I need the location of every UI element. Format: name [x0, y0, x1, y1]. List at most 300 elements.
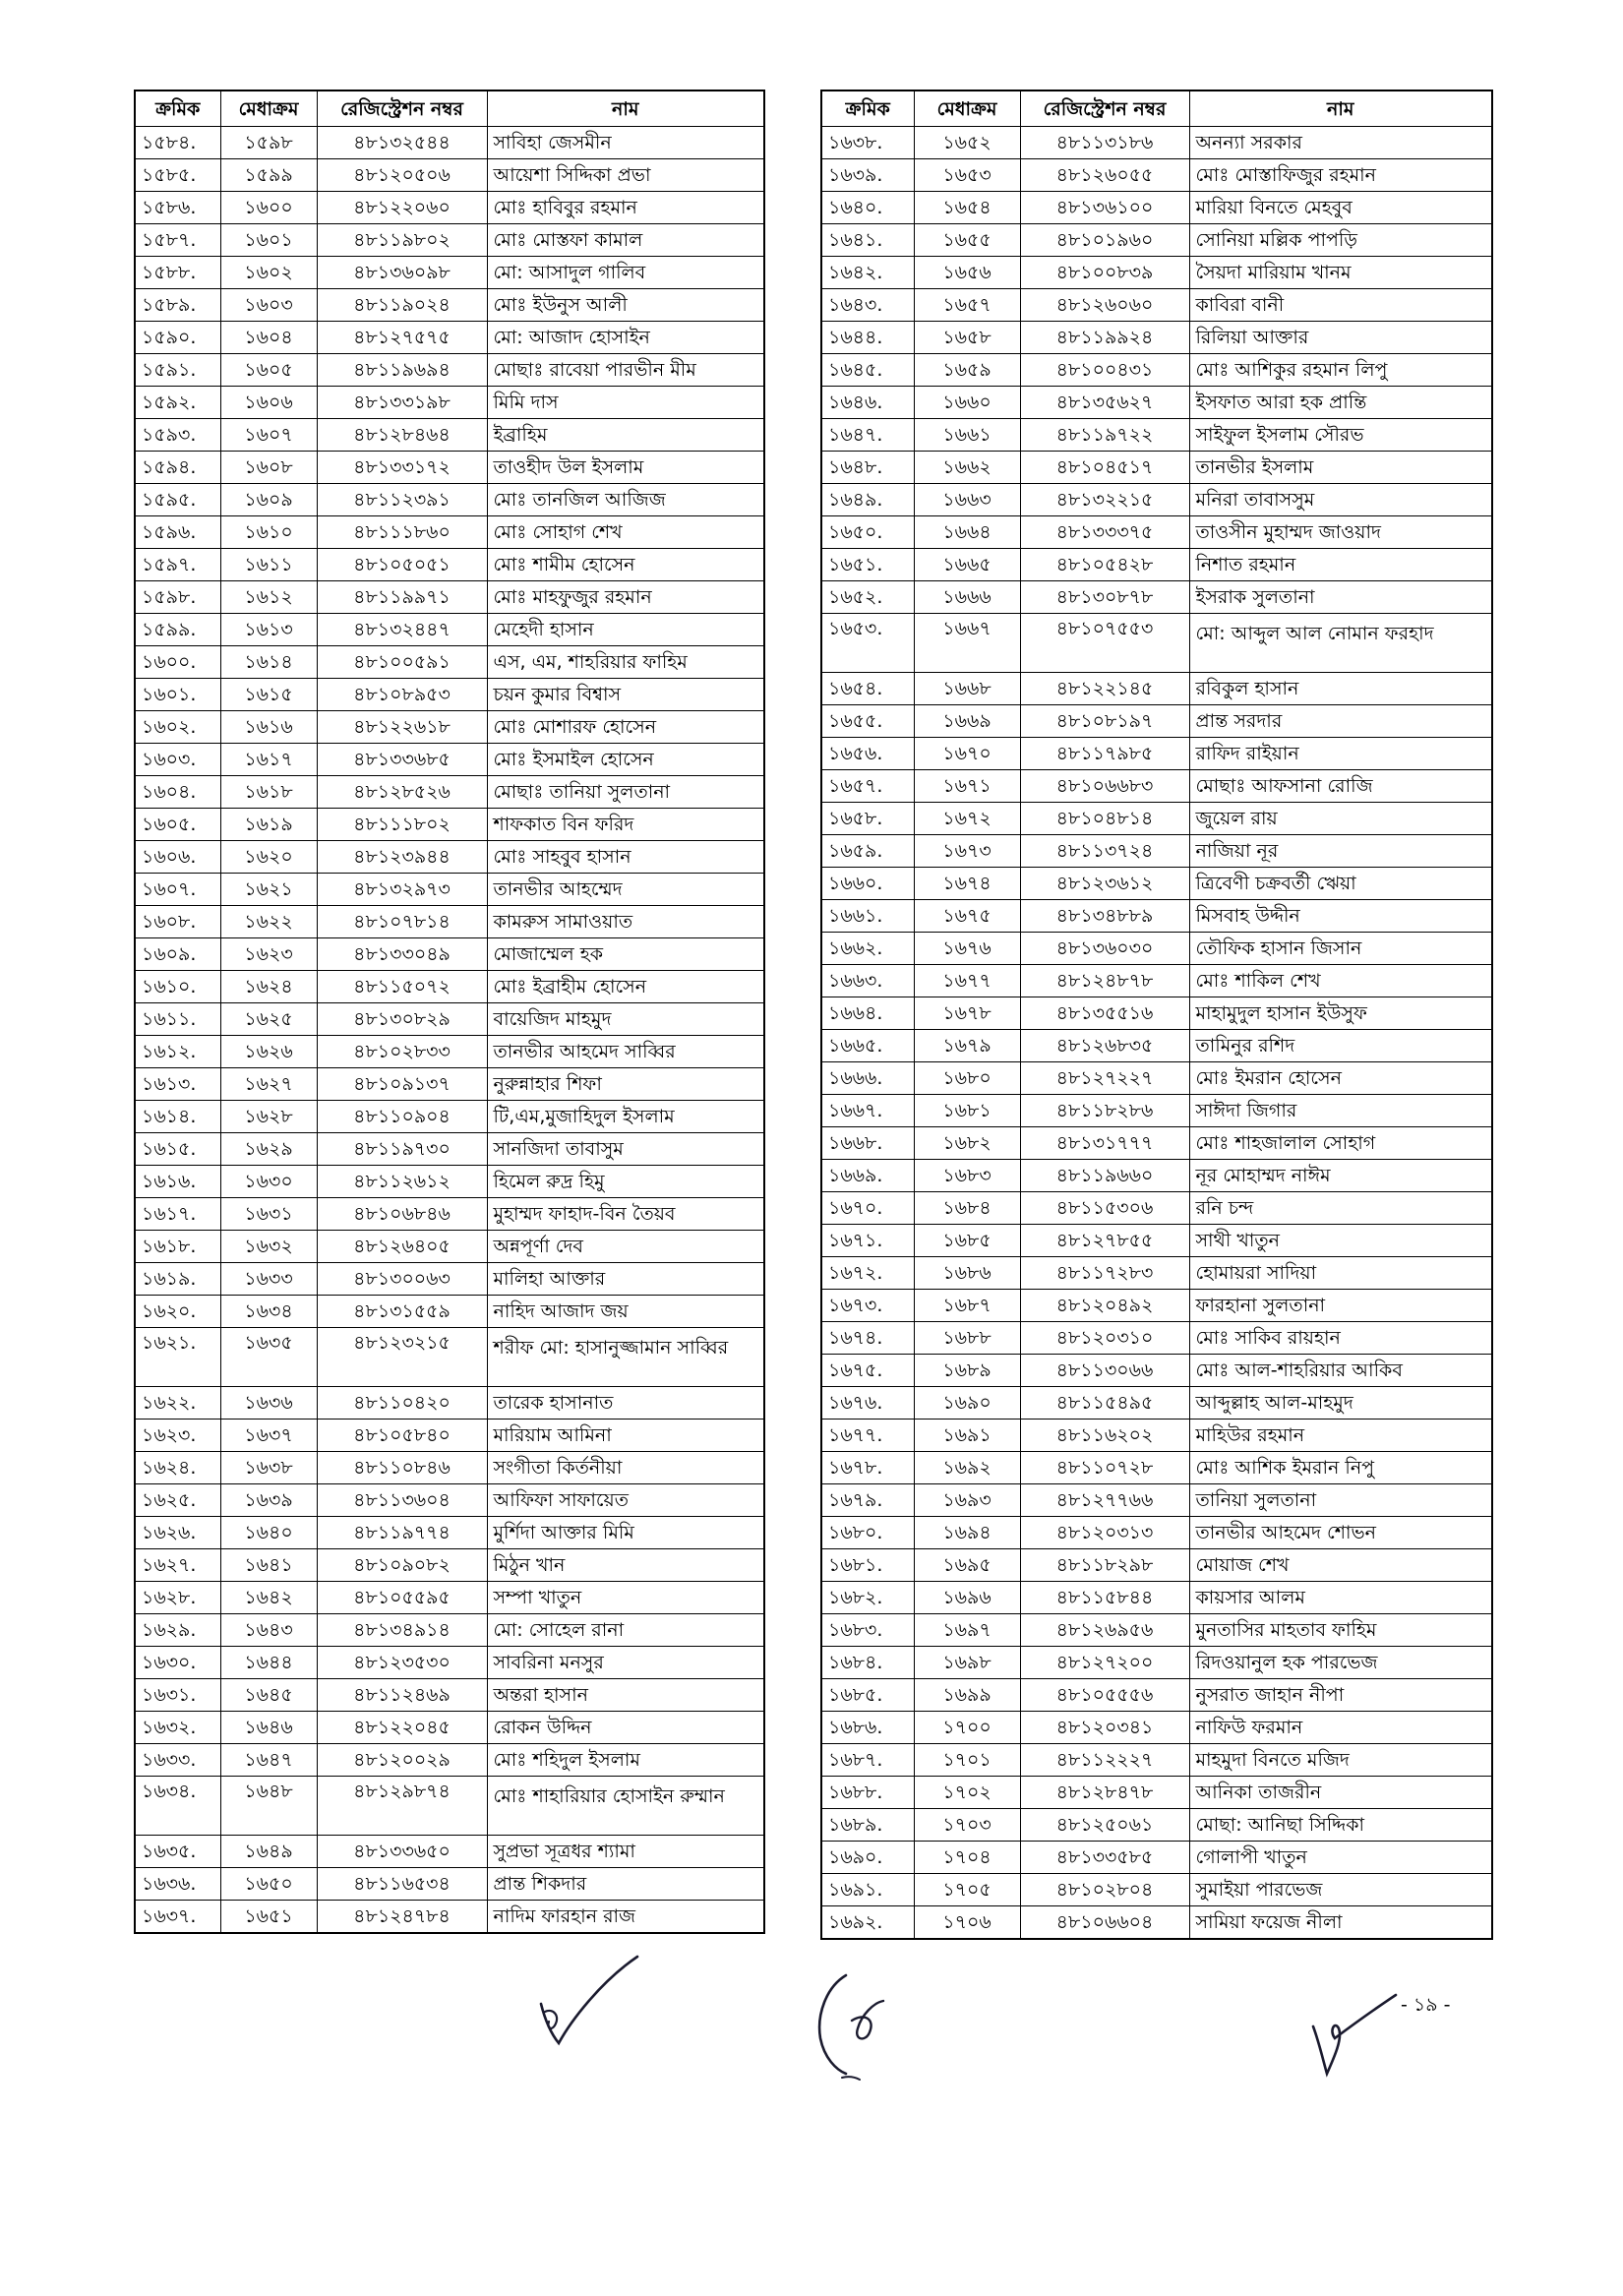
serial-cell: ১৬৪৯. — [821, 484, 914, 516]
header-name: নাম — [487, 91, 764, 127]
serial-cell: ১৬২৭. — [135, 1549, 220, 1582]
name-cell: আফিফা সাফায়েত — [487, 1484, 764, 1517]
table-row — [135, 1452, 764, 1484]
name-cell: তাওসীন মুহাম্মদ জাওয়াদ — [1189, 516, 1492, 549]
serial-cell: ১৬১৬. — [135, 1166, 220, 1198]
merit-cell: ১৭০৪ — [914, 1842, 1020, 1874]
name-cell: মোঃ শাহারিয়ার হোসাইন রুম্মান — [487, 1777, 764, 1836]
table-row — [135, 289, 764, 322]
name-cell: মোঃ মোশারফ হোসেন — [487, 711, 764, 744]
name-cell: হিমেল রুদ্র হিমু — [487, 1166, 764, 1198]
registration-cell: ৪৮১১৫৪৯৫ — [1020, 1387, 1189, 1420]
registration-cell: ৪৮১৩০০৬৩ — [317, 1263, 487, 1296]
merit-cell: ১৬৯৪ — [914, 1517, 1020, 1549]
name-cell: মোঃ ইব্রাহীম হোসেন — [487, 971, 764, 1003]
registration-cell: ৪৮১২৮৪৬৪ — [317, 419, 487, 452]
table-row — [135, 581, 764, 614]
merit-cell: ১৬২১ — [220, 874, 317, 906]
table-row — [135, 387, 764, 419]
table-row — [135, 127, 764, 159]
header-registration: রেজিস্ট্রেশন নম্বর — [317, 91, 487, 127]
table-row — [821, 224, 1492, 257]
table-row — [821, 1582, 1492, 1614]
merit-cell: ১৬৪১ — [220, 1549, 317, 1582]
merit-cell: ১৬৮৫ — [914, 1225, 1020, 1257]
registration-cell: ৪৮১৩২৪৪৭ — [317, 614, 487, 646]
serial-cell: ১৬১৫. — [135, 1133, 220, 1166]
serial-cell: ১৫৯৬. — [135, 516, 220, 549]
table-row — [135, 744, 764, 776]
serial-cell: ১৬৫৪. — [821, 673, 914, 705]
registration-cell: ৪৮১১৮২৯৮ — [1020, 1549, 1189, 1582]
serial-cell: ১৬৭১. — [821, 1225, 914, 1257]
table-row — [135, 809, 764, 841]
name-cell: কায়সার আলম — [1189, 1582, 1492, 1614]
merit-cell: ১৬০৬ — [220, 387, 317, 419]
table-row — [135, 1068, 764, 1101]
serial-cell: ১৫৯০. — [135, 322, 220, 354]
serial-cell: ১৬১৭. — [135, 1198, 220, 1231]
merit-cell: ১৬৮২ — [914, 1127, 1020, 1160]
header-merit: মেধাক্রম — [220, 91, 317, 127]
merit-cell: ১৬৫৬ — [914, 257, 1020, 289]
name-cell: শরীফ মো: হাসানুজ্জামান সাব্বির — [487, 1328, 764, 1387]
serial-cell: ১৬৬৫. — [821, 1030, 914, 1062]
merit-cell: ১৬৬৬ — [914, 581, 1020, 614]
registration-cell: ৪৮১০১৯৬০ — [1020, 224, 1189, 257]
registration-cell: ৪৮১১৩৬০৪ — [317, 1484, 487, 1517]
table-row — [821, 1322, 1492, 1355]
registration-cell: ৪৮১১৫৩০৬ — [1020, 1192, 1189, 1225]
table-row — [821, 1906, 1492, 1940]
merit-cell: ১৬৭৫ — [914, 900, 1020, 933]
merit-cell: ১৬৯৭ — [914, 1614, 1020, 1647]
registration-cell: ৪৮১২৮৪৭৮ — [1020, 1777, 1189, 1809]
name-cell: অন্তরা হাসান — [487, 1679, 764, 1712]
signature-initial-right — [1303, 1987, 1402, 2081]
table-row — [135, 192, 764, 224]
serial-cell: ১৬৮৫. — [821, 1679, 914, 1712]
serial-cell: ১৬৭৫. — [821, 1355, 914, 1387]
merit-cell: ১৬৬৯ — [914, 705, 1020, 738]
table-row — [135, 1420, 764, 1452]
registration-cell: ৪৮১২৭৫৭৫ — [317, 322, 487, 354]
table-row — [821, 1290, 1492, 1322]
header-name: নাম — [1189, 91, 1492, 127]
registration-cell: ৪৮১০৭৫৫৩ — [1020, 614, 1189, 673]
table-row — [135, 419, 764, 452]
merit-cell: ১৬৩৯ — [220, 1484, 317, 1517]
serial-cell: ১৬১১. — [135, 1003, 220, 1036]
serial-cell: ১৬৩৯. — [821, 159, 914, 192]
merit-cell: ১৬৯৬ — [914, 1582, 1020, 1614]
serial-cell: ১৫৯৩. — [135, 419, 220, 452]
name-cell: মোছাঃ আফসানা রোজি — [1189, 770, 1492, 803]
name-cell: তানভীর আহমেদ শোভন — [1189, 1517, 1492, 1549]
registration-cell: ৪৮১১৮২৮৬ — [1020, 1095, 1189, 1127]
registration-cell: ৪৮১২০০২৯ — [317, 1744, 487, 1777]
name-cell: প্রান্ত শিকদার — [487, 1868, 764, 1901]
merit-cell: ১৬৬২ — [914, 452, 1020, 484]
table-row — [135, 257, 764, 289]
merit-cell: ১৬৮০ — [914, 1062, 1020, 1095]
merit-cell: ১৬৩৬ — [220, 1387, 317, 1420]
registration-cell: ৪৮১২৬৮৩৫ — [1020, 1030, 1189, 1062]
serial-cell: ১৫৯১. — [135, 354, 220, 387]
merit-cell: ১৬০৫ — [220, 354, 317, 387]
table-row — [135, 1614, 764, 1647]
registration-cell: ৪৮১৩২২১৫ — [1020, 484, 1189, 516]
name-cell: সাবিহা জেসমীন — [487, 127, 764, 159]
name-cell: বায়েজিদ মাহমুদ — [487, 1003, 764, 1036]
serial-cell: ১৬৫১. — [821, 549, 914, 581]
serial-cell: ১৬৭০. — [821, 1192, 914, 1225]
serial-cell: ১৬২২. — [135, 1387, 220, 1420]
registration-cell: ৪৮১১৬২০২ — [1020, 1420, 1189, 1452]
table-row — [135, 1133, 764, 1166]
merit-cell: ১৭০৬ — [914, 1906, 1020, 1940]
table-row — [135, 841, 764, 874]
registration-cell: ৪৮১৩৬০৩০ — [1020, 933, 1189, 965]
registration-cell: ৪৮১১৫০৭২ — [317, 971, 487, 1003]
registration-cell: ৪৮১১২২২৭ — [1020, 1744, 1189, 1777]
name-cell: মনিরা তাবাসসুম — [1189, 484, 1492, 516]
serial-cell: ১৬৩২. — [135, 1712, 220, 1744]
merit-cell: ১৬৫৩ — [914, 159, 1020, 192]
name-cell: সাবরিনা মনসুর — [487, 1647, 764, 1679]
merit-cell: ১৬০৭ — [220, 419, 317, 452]
table-header-row — [821, 91, 1492, 127]
table-row — [135, 1744, 764, 1777]
name-cell: ইব্রাহিম — [487, 419, 764, 452]
name-cell: সোনিয়া মল্লিক পাপড়ি — [1189, 224, 1492, 257]
table-row — [821, 770, 1492, 803]
table-row — [821, 1549, 1492, 1582]
merit-cell: ১৬২২ — [220, 906, 317, 938]
registration-cell: ৪৮১১২৬১২ — [317, 1166, 487, 1198]
merit-cell: ১৬২৯ — [220, 1133, 317, 1166]
table-header-row — [135, 91, 764, 127]
serial-cell: ১৬০২. — [135, 711, 220, 744]
merit-cell: ১৬১৪ — [220, 646, 317, 679]
table-row — [135, 1679, 764, 1712]
signature-initial-middle — [812, 1967, 921, 2085]
registration-cell: ৪৮১১১৮৬০ — [317, 516, 487, 549]
registration-cell: ৪৮১৩২৯৭৩ — [317, 874, 487, 906]
registration-cell: ৪৮১০৬৬৮৩ — [1020, 770, 1189, 803]
merit-cell: ১৬৩৪ — [220, 1296, 317, 1328]
registration-cell: ৪৮১১৯৯৭১ — [317, 581, 487, 614]
table-row — [821, 159, 1492, 192]
merit-cell: ১৬২৫ — [220, 1003, 317, 1036]
table-row — [821, 673, 1492, 705]
serial-cell: ১৬৭৬. — [821, 1387, 914, 1420]
merit-cell: ১৬৯০ — [914, 1387, 1020, 1420]
table-row — [821, 1679, 1492, 1712]
name-cell: মোঃ শাকিল শেখ — [1189, 965, 1492, 997]
merit-cell: ১৬৫৭ — [914, 289, 1020, 322]
registration-cell: ৪৮১০৫৫৯৫ — [317, 1582, 487, 1614]
name-cell: সংগীতা কির্তনীয়া — [487, 1452, 764, 1484]
serial-cell: ১৬২৩. — [135, 1420, 220, 1452]
table-row — [135, 1836, 764, 1868]
name-cell: মোছা: আনিছা সিদ্দিকা — [1189, 1809, 1492, 1842]
registration-cell: ৪৮১১৫৮৪৪ — [1020, 1582, 1189, 1614]
serial-cell: ১৬০৭. — [135, 874, 220, 906]
registration-cell: ৪৮১৩১৫৫৯ — [317, 1296, 487, 1328]
table-row — [821, 1225, 1492, 1257]
serial-cell: ১৬৭২. — [821, 1257, 914, 1290]
table-row — [821, 387, 1492, 419]
registration-cell: ৪৮১৩৪৮৮৯ — [1020, 900, 1189, 933]
serial-cell: ১৬৯১. — [821, 1874, 914, 1906]
registration-cell: ৪৮১১৬৫৩৪ — [317, 1868, 487, 1901]
table-row — [135, 679, 764, 711]
merit-cell: ১৬৩৮ — [220, 1452, 317, 1484]
merit-cell: ১৬৭৯ — [914, 1030, 1020, 1062]
table-row — [821, 1095, 1492, 1127]
registration-cell: ৪৮১০৮১৯৭ — [1020, 705, 1189, 738]
serial-cell: ১৬৫৮. — [821, 803, 914, 835]
merit-cell: ১৬০৮ — [220, 452, 317, 484]
name-cell: মোঃ শাহজালাল সোহাগ — [1189, 1127, 1492, 1160]
serial-cell: ১৬৭৩. — [821, 1290, 914, 1322]
table-row — [135, 1647, 764, 1679]
merit-cell: ১৬৮৪ — [914, 1192, 1020, 1225]
merit-cell: ১৬৩৩ — [220, 1263, 317, 1296]
registration-cell: ৪৮১০০৪৩১ — [1020, 354, 1189, 387]
merit-cell: ১৭০১ — [914, 1744, 1020, 1777]
registration-cell: ৪৮১০৪৫১৭ — [1020, 452, 1189, 484]
registration-cell: ৪৮১১৯৮০২ — [317, 224, 487, 257]
serial-cell: ১৬৬৩. — [821, 965, 914, 997]
serial-cell: ১৬২৬. — [135, 1517, 220, 1549]
table-row — [821, 1452, 1492, 1484]
registration-cell: ৪৮১৩৩৬৫০ — [317, 1836, 487, 1868]
merit-cell: ১৬৯২ — [914, 1452, 1020, 1484]
merit-cell: ১৬৯১ — [914, 1420, 1020, 1452]
name-cell: রবিকুল হাসান — [1189, 673, 1492, 705]
registration-cell: ৪৮১৩৪৯১৪ — [317, 1614, 487, 1647]
registration-cell: ৪৮১২৭৮৫৫ — [1020, 1225, 1189, 1257]
serial-cell: ১৬৮৬. — [821, 1712, 914, 1744]
registration-cell: ৪৮১০৫৪২৮ — [1020, 549, 1189, 581]
name-cell: নাদিম ফারহান রাজ — [487, 1901, 764, 1934]
name-cell: ফারহানা সুলতানা — [1189, 1290, 1492, 1322]
merit-cell: ১৬১৯ — [220, 809, 317, 841]
merit-cell: ১৫৯৯ — [220, 159, 317, 192]
registration-cell: ৪৮১০০৫৯১ — [317, 646, 487, 679]
merit-table-right — [820, 90, 1493, 1940]
table-row — [821, 127, 1492, 159]
table-row — [135, 549, 764, 581]
table-row — [135, 1901, 764, 1934]
registration-cell: ৪৮১১৯৭৩০ — [317, 1133, 487, 1166]
merit-cell: ১৬২০ — [220, 841, 317, 874]
table-row — [821, 1809, 1492, 1842]
merit-cell: ১৬৬৩ — [914, 484, 1020, 516]
table-row — [821, 452, 1492, 484]
name-cell: মোঃ মোস্তাফিজুর রহমান — [1189, 159, 1492, 192]
name-cell: নাফিউ ফরমান — [1189, 1712, 1492, 1744]
name-cell: মোঃ মোস্তফা কামাল — [487, 224, 764, 257]
name-cell: মোঃ সাহবুব হাসান — [487, 841, 764, 874]
merit-cell: ১৬৯৩ — [914, 1484, 1020, 1517]
merit-cell: ১৬৪৬ — [220, 1712, 317, 1744]
name-cell: মোয়াজ শেখ — [1189, 1549, 1492, 1582]
table-row — [821, 549, 1492, 581]
registration-cell: ৪৮১৩২৫৪৪ — [317, 127, 487, 159]
name-cell: মোঃ হাবিবুর রহমান — [487, 192, 764, 224]
serial-cell: ১৬৬৭. — [821, 1095, 914, 1127]
merit-cell: ১৬০৪ — [220, 322, 317, 354]
serial-cell: ১৬০৩. — [135, 744, 220, 776]
table-row — [135, 938, 764, 971]
name-cell: চয়ন কুমার বিশ্বাস — [487, 679, 764, 711]
registration-cell: ৪৮১৩৫৬২৭ — [1020, 387, 1189, 419]
serial-cell: ১৬৩৩. — [135, 1744, 220, 1777]
serial-cell: ১৬০৮. — [135, 906, 220, 938]
merit-cell: ১৬৯৫ — [914, 1549, 1020, 1582]
merit-cell: ১৬৮১ — [914, 1095, 1020, 1127]
registration-cell: ৪৮১১৩১৮৬ — [1020, 127, 1189, 159]
table-row — [821, 1257, 1492, 1290]
serial-cell: ১৬৮২. — [821, 1582, 914, 1614]
name-cell: হোমায়রা সাদিয়া — [1189, 1257, 1492, 1290]
merit-cell: ১৬৭০ — [914, 738, 1020, 770]
name-cell: তাওহীদ উল ইসলাম — [487, 452, 764, 484]
registration-cell: ৪৮১১০৮৪৬ — [317, 1452, 487, 1484]
merit-cell: ১৬৫৮ — [914, 322, 1020, 354]
merit-cell: ১৭০৩ — [914, 1809, 1020, 1842]
registration-cell: ৪৮১৩৬০৯৮ — [317, 257, 487, 289]
registration-cell: ৪৮১১৯৬৬০ — [1020, 1160, 1189, 1192]
merit-cell: ১৬২৭ — [220, 1068, 317, 1101]
table-row — [135, 354, 764, 387]
merit-cell: ১৬০৯ — [220, 484, 317, 516]
merit-cell: ১৭০০ — [914, 1712, 1020, 1744]
merit-cell: ১৬৬১ — [914, 419, 1020, 452]
table-row — [821, 738, 1492, 770]
name-cell: মোছাঃ রাবেয়া পারভীন মীম — [487, 354, 764, 387]
serial-cell: ১৬২৯. — [135, 1614, 220, 1647]
serial-cell: ১৬২৮. — [135, 1582, 220, 1614]
merit-cell: ১৬১২ — [220, 581, 317, 614]
serial-cell: ১৬৬৬. — [821, 1062, 914, 1095]
registration-cell: ৪৮১৩১৭৭৭ — [1020, 1127, 1189, 1160]
name-cell: মো: আসাদুল গালিব — [487, 257, 764, 289]
merit-cell: ১৬৬৭ — [914, 614, 1020, 673]
serial-cell: ১৬৮১. — [821, 1549, 914, 1582]
merit-cell: ১৬১৫ — [220, 679, 317, 711]
table-row — [135, 1582, 764, 1614]
registration-cell: ৪৮১০২৮৩৩ — [317, 1036, 487, 1068]
merit-cell: ১৬৪৩ — [220, 1614, 317, 1647]
table-row — [821, 484, 1492, 516]
registration-cell: ৪৮১৩৩৩৭৫ — [1020, 516, 1189, 549]
merit-cell: ১৭০৫ — [914, 1874, 1020, 1906]
name-cell: মোঃ আশিকুর রহমান লিপু — [1189, 354, 1492, 387]
serial-cell: ১৬৬০. — [821, 868, 914, 900]
name-cell: মিঠুন খান — [487, 1549, 764, 1582]
table-row — [821, 705, 1492, 738]
serial-cell: ১৬৫৬. — [821, 738, 914, 770]
name-cell: অন্নপূর্ণা দেব — [487, 1231, 764, 1263]
serial-cell: ১৬০০. — [135, 646, 220, 679]
serial-cell: ১৬৪০. — [821, 192, 914, 224]
name-cell: কামরুস সামাওয়াত — [487, 906, 764, 938]
table-row — [821, 581, 1492, 614]
table-row — [135, 322, 764, 354]
registration-cell: ৪৮১৩৩৫৮৫ — [1020, 1842, 1189, 1874]
serial-cell: ১৬১৮. — [135, 1231, 220, 1263]
table-row — [821, 192, 1492, 224]
table-row — [135, 776, 764, 809]
name-cell: মোঃ ইউনুস আলী — [487, 289, 764, 322]
table-row — [135, 646, 764, 679]
serial-cell: ১৬৮৪. — [821, 1647, 914, 1679]
serial-cell: ১৫৯৫. — [135, 484, 220, 516]
table-row — [135, 1868, 764, 1901]
merit-cell: ১৬২৩ — [220, 938, 317, 971]
name-cell: আব্দুল্লাহ আল-মাহমুদ — [1189, 1387, 1492, 1420]
name-cell: মোছাঃ তানিয়া সুলতানা — [487, 776, 764, 809]
name-cell: মেহেদী হাসান — [487, 614, 764, 646]
serial-cell: ১৬৮৭. — [821, 1744, 914, 1777]
name-cell: সাঈদা জিগার — [1189, 1095, 1492, 1127]
name-cell: সম্পা খাতুন — [487, 1582, 764, 1614]
merit-cell: ১৭০২ — [914, 1777, 1020, 1809]
table-row — [821, 1192, 1492, 1225]
merit-cell: ১৬৩৫ — [220, 1328, 317, 1387]
registration-cell: ৪৮১২০৪৯২ — [1020, 1290, 1189, 1322]
registration-cell: ৪৮১৩৫৫১৬ — [1020, 997, 1189, 1030]
name-cell: আনিকা তাজরীন — [1189, 1777, 1492, 1809]
registration-cell: ৪৮১২০৩১০ — [1020, 1322, 1189, 1355]
name-cell: তারেক হাসানাত — [487, 1387, 764, 1420]
serial-cell: ১৬৪৭. — [821, 419, 914, 452]
serial-cell: ১৬৬১. — [821, 900, 914, 933]
serial-cell: ১৫৯৪. — [135, 452, 220, 484]
serial-cell: ১৬৩০. — [135, 1647, 220, 1679]
table-row — [135, 452, 764, 484]
table-row — [821, 1517, 1492, 1549]
name-cell: মো: আব্দুল আল নোমান ফরহাদ — [1189, 614, 1492, 673]
table-row — [135, 971, 764, 1003]
merit-cell: ১৬৪২ — [220, 1582, 317, 1614]
registration-cell: ৪৮১২০৩৪১ — [1020, 1712, 1189, 1744]
merit-cell: ১৬২৮ — [220, 1101, 317, 1133]
merit-cell: ১৬৭৮ — [914, 997, 1020, 1030]
merit-cell: ১৬৪৮ — [220, 1777, 317, 1836]
serial-cell: ১৬৬৮. — [821, 1127, 914, 1160]
name-cell: মারিয়া বিনতে মেহবুব — [1189, 192, 1492, 224]
name-cell: তৌফিক হাসান জিসান — [1189, 933, 1492, 965]
name-cell: মোঃ শহিদুল ইসলাম — [487, 1744, 764, 1777]
merit-cell: ১৬৮৯ — [914, 1355, 1020, 1387]
name-cell: মারিয়াম আমিনা — [487, 1420, 764, 1452]
serial-cell: ১৬৫২. — [821, 581, 914, 614]
registration-cell: ৪৮১২৭৭৬৬ — [1020, 1484, 1189, 1517]
merit-cell: ১৬০১ — [220, 224, 317, 257]
serial-cell: ১৬৩৫. — [135, 1836, 220, 1868]
header-registration: রেজিস্ট্রেশন নম্বর — [1020, 91, 1189, 127]
registration-cell: ৪৮১২২০৬০ — [317, 192, 487, 224]
name-cell: সামিয়া ফয়েজ নীলা — [1189, 1906, 1492, 1940]
table-row — [135, 1003, 764, 1036]
table-row — [821, 257, 1492, 289]
merit-cell: ১৬৮৭ — [914, 1290, 1020, 1322]
